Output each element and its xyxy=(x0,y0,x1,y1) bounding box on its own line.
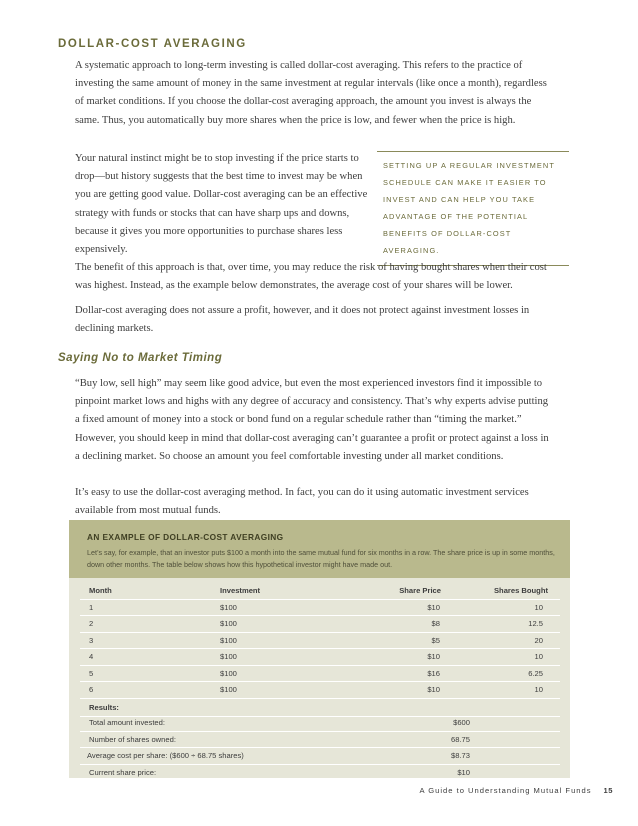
callout-line: SETTING UP A REGULAR INVESTMENT xyxy=(383,161,555,170)
result-label: Average cost per share: ($600 ÷ 68.75 shares) xyxy=(87,751,244,760)
table-row xyxy=(80,599,560,617)
paragraph-disclaimer: Dollar-cost averaging does not assure a profit, however, and it does not protect against investment losses in declining markets. xyxy=(75,305,530,335)
cell-investment: $100 xyxy=(220,652,237,661)
paragraph-benefit: The benefit of this approach is that, over time, you may reduce the risk of having bought shares when their cost was highest. Instead, as the example below demonstrates, the average cost of your shares will be lower. xyxy=(75,262,547,292)
cell-share-price: $10 xyxy=(427,652,440,661)
callout-box xyxy=(377,151,569,266)
result-value: $8.73 xyxy=(450,751,470,760)
column-header-shares-bought: Shares Bought xyxy=(493,586,548,595)
cell-month: 2 xyxy=(89,619,94,628)
cell-investment: $100 xyxy=(220,668,237,678)
cell-investment: $100 xyxy=(220,685,237,694)
results-row xyxy=(80,714,560,732)
page-footer xyxy=(419,786,613,795)
cell-month: 5 xyxy=(89,668,94,678)
table-row xyxy=(80,615,560,633)
results-title: Results: xyxy=(89,703,119,712)
callout-line: SCHEDULE CAN MAKE IT EASIER TO xyxy=(383,178,547,187)
result-value: $10 xyxy=(457,767,470,777)
paragraph-instinct: Your natural instinct might be to stop investing if the price starts to drop—but history suggests that the best time to invest may be when you are getting good value. Dollar-cost averaging can be an effective strategy with funds or stocks that can have sharp ups and downs, because it gives you more opportunities to purchase shares less expensively. xyxy=(75,153,368,256)
cell-investment: $100 xyxy=(220,602,237,612)
result-value: 68.75 xyxy=(450,734,470,744)
footer-title: A Guide to Understanding Mutual Funds xyxy=(419,786,592,795)
cell-investment: $100 xyxy=(220,635,237,645)
paragraph-automatic: It’s easy to use the dollar-cost averaging method. In fact, you can do it using automatic investment services available from most mutual funds. xyxy=(75,487,529,517)
cell-month: 3 xyxy=(89,635,94,645)
cell-share-price: $10 xyxy=(427,602,440,612)
result-label: Number of shares owned: xyxy=(89,734,176,744)
cell-shares-bought: 20 xyxy=(534,635,543,645)
example-table-title: AN EXAMPLE OF DOLLAR-COST AVERAGING xyxy=(87,532,284,542)
section-heading: DOLLAR-COST AVERAGING xyxy=(58,38,247,50)
column-header-investment: Investment xyxy=(220,586,261,595)
paragraph-market-timing: “Buy low, sell high” may seem like good advice, but even the most experienced investors find it impossible to pinpoint market lows and highs with any degree of accuracy and consistency. That’s why experts advise putting a fixed amount of money into a stock or bond fund on a regular schedule rather than “timing the market.” However, you should keep in mind that dollar-cost averaging can’t guarantee a profit or protect against a loss in a declining market. So choose an amount you feel comfortable investing under all market conditions. xyxy=(75,378,549,462)
paragraph-intro: A systematic approach to long-term investing is called dollar-cost averaging. This refers to the practice of investing the same amount of money in the same investment at regular intervals (like once a month), regardless of market conditions. If you choose the dollar-cost averaging approach, the amount you invest is always the same. Thus, you automatically buy more shares when the price is low, and fewer when the price is high. xyxy=(75,60,547,126)
cell-share-price: $8 xyxy=(431,619,440,628)
callout-line: ADVANTAGE OF THE POTENTIAL xyxy=(383,212,529,221)
cell-month: 4 xyxy=(89,652,94,661)
table-row xyxy=(80,632,560,650)
cell-share-price: $5 xyxy=(431,635,440,645)
results-row xyxy=(80,731,560,749)
table-row xyxy=(80,665,560,683)
column-header-month: Month xyxy=(89,586,112,595)
subsection-heading: Saying No to Market Timing xyxy=(58,352,223,364)
cell-month: 1 xyxy=(89,602,94,612)
cell-investment: $100 xyxy=(220,619,237,628)
callout-line: INVEST AND CAN HELP YOU TAKE xyxy=(383,195,536,204)
cell-shares-bought: 12.5 xyxy=(528,619,543,628)
column-header-share-price: Share Price xyxy=(399,586,441,595)
table-row xyxy=(80,648,560,666)
cell-shares-bought: 10 xyxy=(534,685,543,694)
cell-shares-bought: 10 xyxy=(534,602,543,612)
callout-line: BENEFITS OF DOLLAR-COST AVERAGING. xyxy=(383,229,512,255)
results-row xyxy=(80,747,560,765)
result-label: Current share price: xyxy=(89,767,157,777)
cell-share-price: $10 xyxy=(427,685,440,694)
results-row xyxy=(80,764,560,781)
cell-month: 6 xyxy=(89,685,94,694)
table-header-row xyxy=(80,582,560,600)
example-table-description: Let’s say, for example, that an investor puts $100 a month into the same mutual fund for six months in a row. The share price is up in some months, down other months. The table below shows how this hypothetical investor might have made out. xyxy=(87,548,555,569)
table-row xyxy=(80,681,560,699)
cell-share-price: $16 xyxy=(427,668,440,678)
result-value: $600 xyxy=(453,718,470,727)
result-label: Total amount invested: xyxy=(89,718,165,727)
cell-shares-bought: 6.25 xyxy=(528,668,543,678)
cell-shares-bought: 10 xyxy=(534,652,543,661)
page-number: 15 xyxy=(603,786,613,795)
